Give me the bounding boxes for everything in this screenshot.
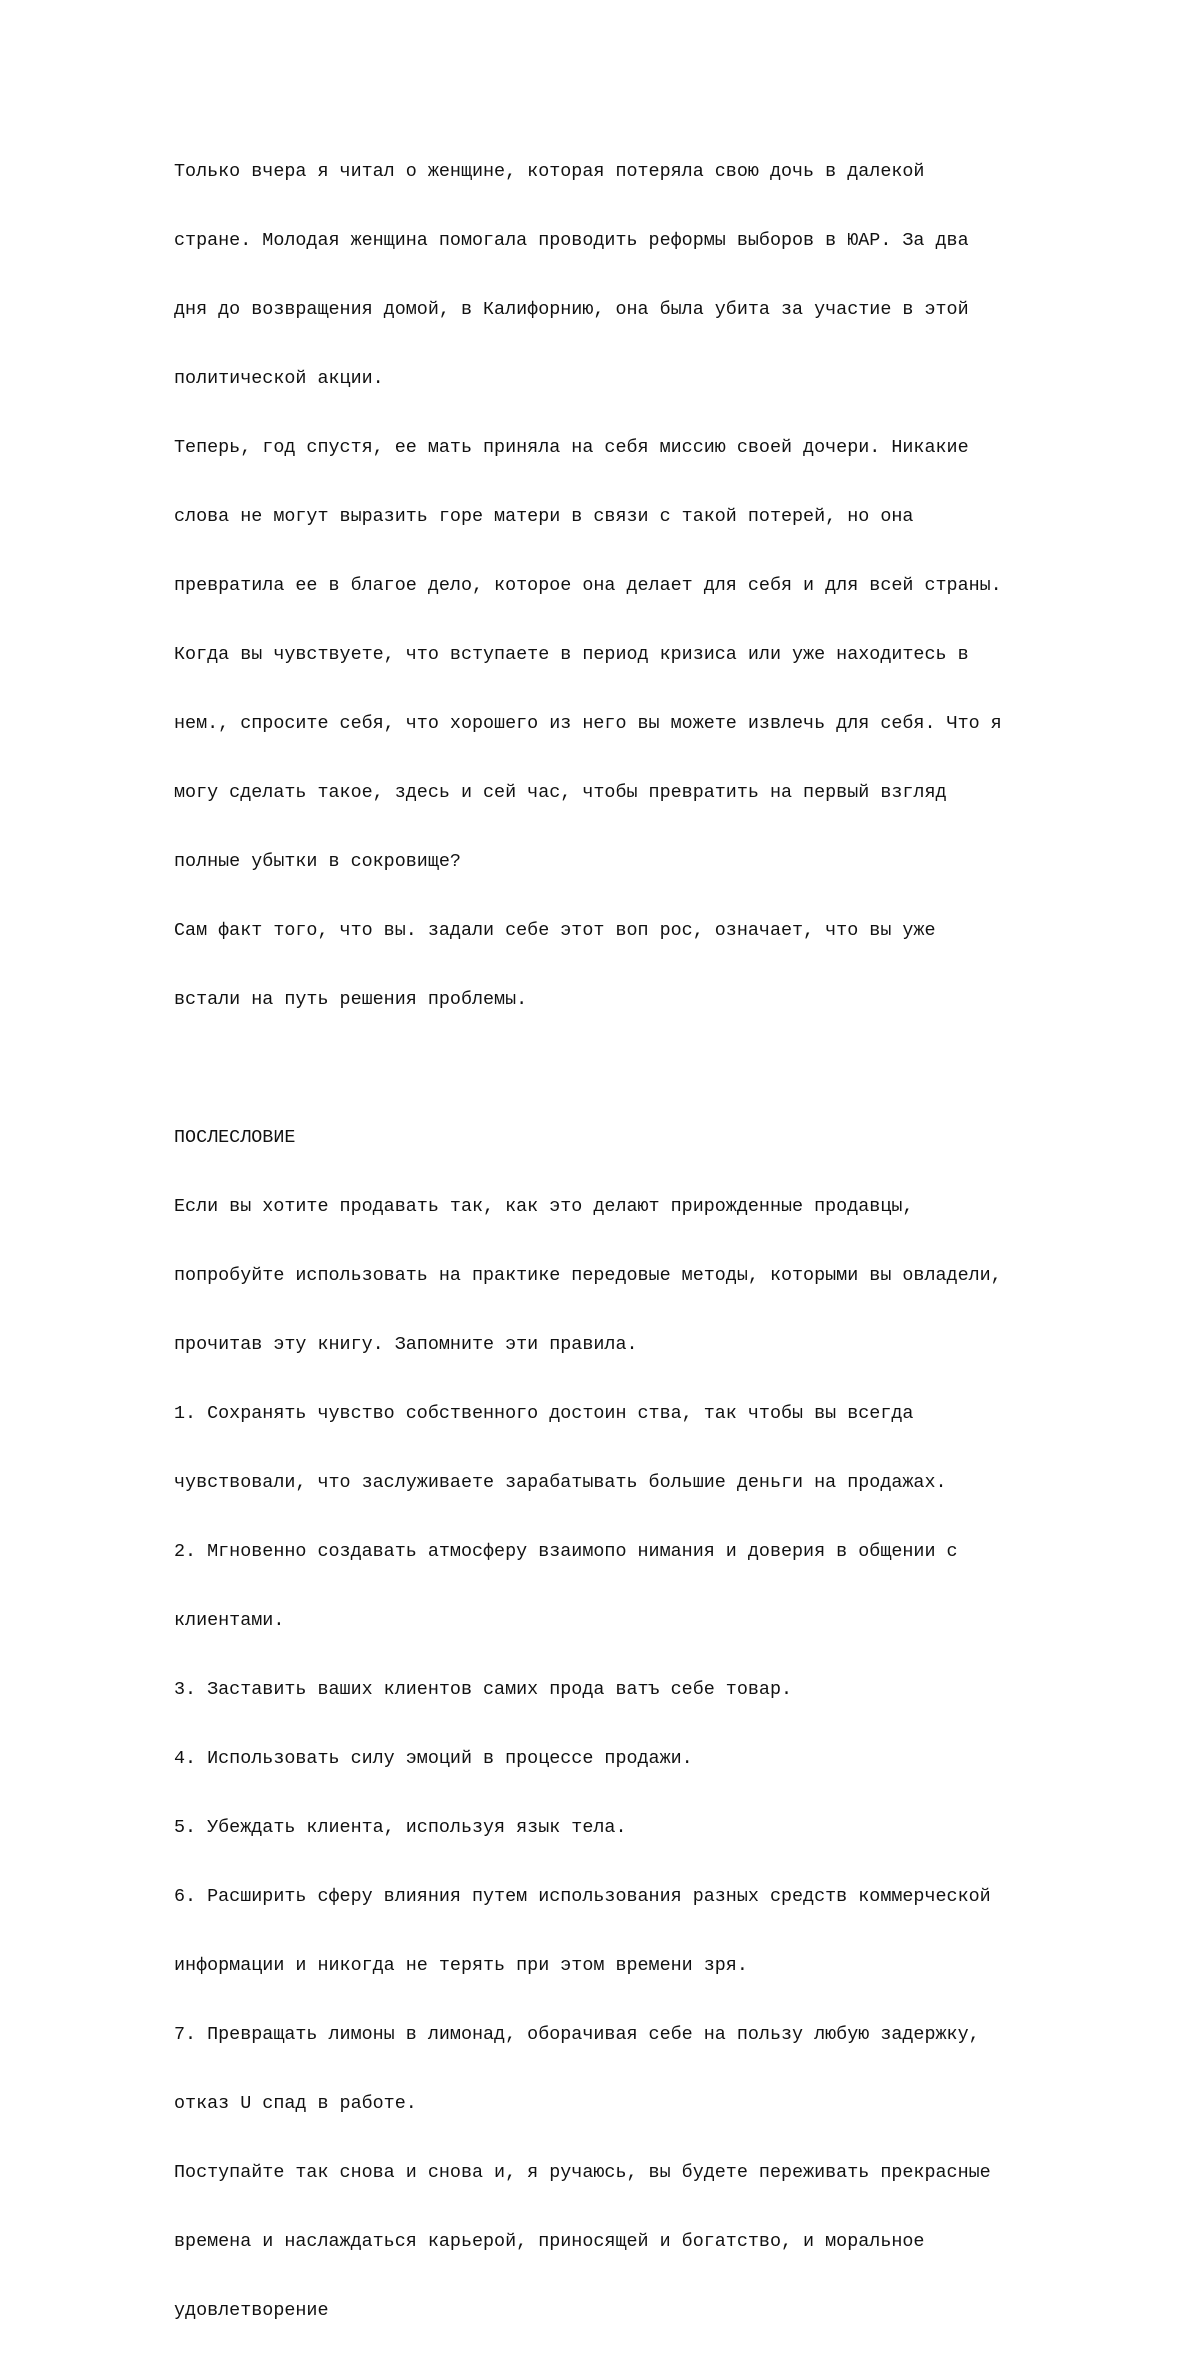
list-item: 7. Превращать лимоны в лимонад, оборачивая себе на пользу любую задержку, bbox=[174, 2024, 980, 2045]
list-item: информации и никогда не терять при этом времени зря. bbox=[174, 1955, 748, 1976]
text-line: политической акции. bbox=[174, 368, 384, 389]
text-line: Теперь, год спустя, ее мать приняла на себя миссию своей дочери. Никакие bbox=[174, 437, 969, 458]
blank-line bbox=[174, 1057, 1094, 1080]
list-item: клиентами. bbox=[174, 1610, 285, 1631]
list-item: 1. Сохранять чувство собственного достоин ства, так чтобы вы всегда bbox=[174, 1403, 914, 1424]
text-line: времена и наслаждаться карьерой, приносящей и богатство, и моральное bbox=[174, 2231, 925, 2252]
text-line: слова не могут выразить горе матери в связи с такой потерей, но она bbox=[174, 506, 914, 527]
list-item: 6. Расширить сферу влияния путем использования разных средств коммерческой bbox=[174, 1886, 991, 1907]
text-line: Если вы хотите продавать так, как это делают прирожденные продавцы, bbox=[174, 1196, 914, 1217]
text-line: Когда вы чувствуете, что вступаете в период кризиса или уже находитесь в bbox=[174, 644, 969, 665]
text-line: Поступайте так снова и снова и, я ручаюсь, вы будете переживать прекрасные bbox=[174, 2162, 991, 2183]
list-item: 4. Использовать силу эмоций в процессе продажи. bbox=[174, 1748, 693, 1769]
list-item: чувствовали, что заслуживаете зарабатывать большие деньги на продажах. bbox=[174, 1472, 947, 1493]
text-line: прочитав эту книгу. Запомните эти правила. bbox=[174, 1334, 638, 1355]
text-line: стране. Молодая женщина помогала проводить реформы выборов в ЮАР. За два bbox=[174, 230, 969, 251]
document-text bbox=[174, 114, 1094, 2368]
text-line: удовлетворение bbox=[174, 2300, 329, 2321]
text-line: попробуйте использовать на практике передовые методы, которыми вы овладели, bbox=[174, 1265, 1002, 1286]
list-item: 2. Мгновенно создавать атмосферу взаимопо нимания и доверия в общении с bbox=[174, 1541, 958, 1562]
text-line: встали на путь решения проблемы. bbox=[174, 989, 528, 1010]
text-line: полные убытки в сокровище? bbox=[174, 851, 461, 872]
list-item: отказ U спад в работе. bbox=[174, 2093, 417, 2114]
list-item: 5. Убеждать клиента, используя язык тела. bbox=[174, 1817, 627, 1838]
section-heading: ПОСЛЕСЛОВИЕ bbox=[174, 1127, 296, 1148]
text-line: нем., спросите себя, что хорошего из него вы можете извлечь для себя. Что я bbox=[174, 713, 1002, 734]
text-line: могу сделать такое, здесь и сей час, чтобы превратить на первый взгляд bbox=[174, 782, 947, 803]
text-line: Только вчера я читал о женщине, которая потеряла свою дочь в далекой bbox=[174, 161, 925, 182]
text-line: Сам факт того, что вы. задали себе этот воп рос, означает, что вы уже bbox=[174, 920, 936, 941]
text-line: превратила ее в благое дело, которое она делает для себя и для всей страны. bbox=[174, 575, 1002, 596]
list-item: 3. Заставить ваших клиентов самих прода ватъ себе товар. bbox=[174, 1679, 793, 1700]
text-line: дня до возвращения домой, в Калифорнию, она была убита за участие в этой bbox=[174, 299, 969, 320]
